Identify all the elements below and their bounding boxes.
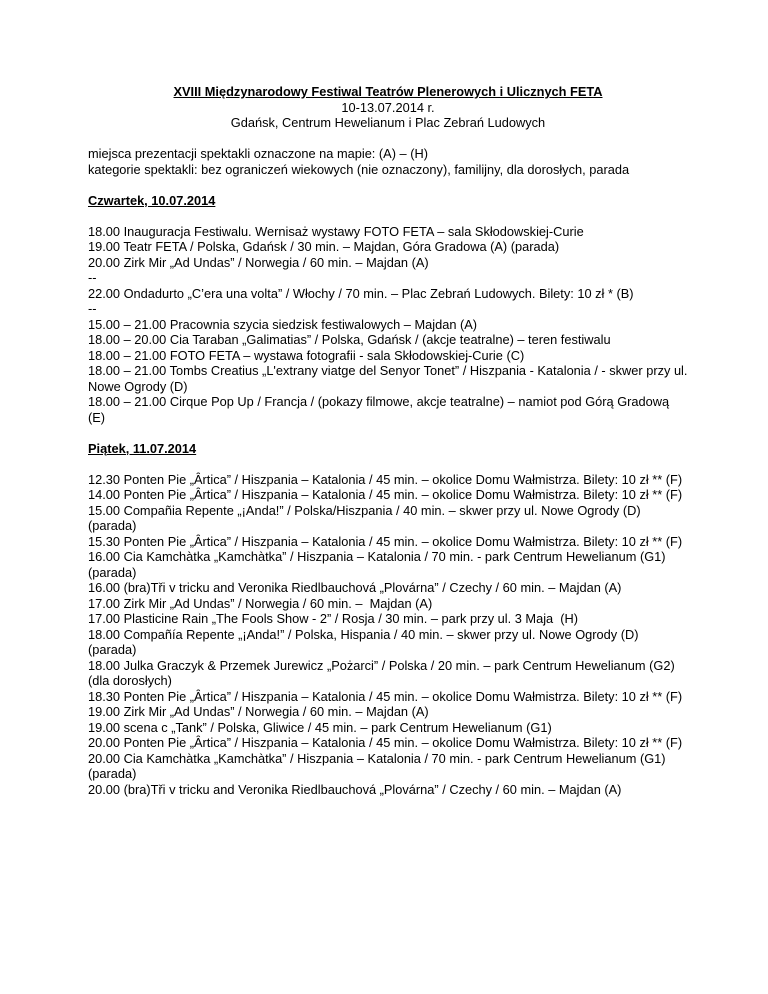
event-line: 20.00 Ponten Pie „Ȃrtica” / Hiszpania – Katalonia / 45 min. – okolice Domu Wałmistrza. Bilety: 10 zł ** (F)	[88, 735, 683, 750]
document-header	[88, 84, 688, 131]
event-line: 20.00 Zirk Mir „Ad Undas” / Norwegia / 60 min. – Majdan (A)	[88, 254, 429, 270]
event-line: 18.00 – 20.00 Cia Taraban „Galimatias” / Polska, Gdańsk / (akcje teatralne) – teren festiwalu	[88, 332, 611, 347]
event-line: 22.00 Ondadurto „C’era una volta” / Włochy / 70 min. – Plac Zebrań Ludowych. Bilety: 10 zł * (B)	[88, 285, 634, 301]
document-page	[88, 84, 692, 797]
day-events-thursday	[88, 223, 692, 426]
event-line: 16.00 (bra)Tři v tricku and Veronika Riedlbauchová „Plovárna” / Czechy / 60 min. – Majdan (A)	[88, 580, 622, 595]
event-line: 19.00 Teatr FETA / Polska, Gdańsk / 30 min. – Majdan, Góra Gradowa (A) (parada)	[88, 239, 560, 254]
day-events-friday	[88, 472, 688, 798]
festival-dates: 10-13.07.2014 r.	[341, 99, 435, 115]
event-line: 14.00 Ponten Pie „Ȃrtica” / Hiszpania – Katalonia / 45 min. – okolice Domu Wałmistrza. Bilety: 10 zł ** (F)	[88, 487, 683, 502]
event-line: 20.00 (bra)Tři v tricku and Veronika Riedlbauchová „Plovárna” / Czechy / 60 min. – Majdan (A)	[88, 781, 622, 797]
event-line: 19.00 scena c „Tank” / Polska, Gliwice / 45 min. – park Centrum Hewelianum (G1)	[88, 719, 552, 735]
event-line: 12.30 Ponten Pie „Ȃrtica” / Hiszpania – Katalonia / 45 min. – okolice Domu Wałmistrza. Bilety: 10 zł ** (F)	[88, 471, 683, 487]
event-line: 20.00 Cia Kamchàtka „Kamchàtka” / Hiszpania – Katalonia / 70 min. - park Centrum Hewelianum (G1) (parada)	[88, 750, 670, 781]
event-line: 17.00 Plasticine Rain „The Fools Show - 2” / Rosja / 30 min. – park przy ul. 3 Maja (H)	[88, 611, 579, 626]
separator-line: --	[88, 270, 97, 285]
event-line: 18.00 – 21.00 Tombs Creatius „L'extrany viatge del Senyor Tonet” / Hiszpania - Katalonia / - skwer przy ul. Nowe Ogrody (D)	[88, 363, 692, 394]
event-line: 15.00 Compañia Repente „¡Anda!” / Polska/Hiszpania / 40 min. – skwer przy ul. Nowe Ogrody (D) (parada)	[88, 502, 645, 533]
festival-title: XVIII Międzynarodowy Festiwal Teatrów Plenerowych i Ulicznych FETA	[173, 84, 603, 99]
event-line: 18.30 Ponten Pie „Ȃrtica” / Hiszpania – Katalonia / 45 min. – okolice Domu Wałmistrza. Bilety: 10 zł ** (F)	[88, 688, 683, 704]
day-heading-thursday: Czwartek, 10.07.2014	[88, 192, 216, 208]
intro-block	[88, 146, 688, 177]
event-line: 17.00 Zirk Mir „Ad Undas” / Norwegia / 60 min. – Majdan (A)	[88, 595, 433, 611]
separator-line: --	[88, 301, 97, 316]
intro-line: miejsca prezentacji spektakli oznaczone na mapie: (A) – (H)	[88, 146, 428, 161]
event-line: 15.00 – 21.00 Pracownia szycia siedzisk festiwalowych – Majdan (A)	[88, 316, 478, 332]
festival-place: Gdańsk, Centrum Hewelianum i Plac Zebrań Ludowych	[230, 115, 546, 130]
event-line: 15.30 Ponten Pie „Ȃrtica” / Hiszpania – Katalonia / 45 min. – okolice Domu Wałmistrza. Bilety: 10 zł ** (F)	[88, 533, 683, 549]
event-line: 18.00 Compañía Repente „¡Anda!” / Polska, Hispania / 40 min. – skwer przy ul. Nowe Ogrody (D) (parada)	[88, 626, 643, 657]
event-line: 18.00 – 21.00 FOTO FETA – wystawa fotografii - sala Skłodowskiej-Curie (C)	[88, 347, 525, 363]
event-line: 19.00 Zirk Mir „Ad Undas” / Norwegia / 60 min. – Majdan (A)	[88, 704, 429, 719]
intro-line: kategorie spektakli: bez ograniczeń wiekowych (nie oznaczony), familijny, dla dorosłych, parada	[88, 161, 630, 177]
day-heading-friday: Piątek, 11.07.2014	[88, 440, 197, 456]
event-line: 16.00 Cia Kamchàtka „Kamchàtka” / Hiszpania – Katalonia / 70 min. - park Centrum Hewelianum (G1) (parada)	[88, 549, 670, 580]
event-line: 18.00 – 21.00 Cirque Pop Up / Francja / (pokazy filmowe, akcje teatralne) – namiot pod Górą Gradową (E)	[88, 394, 673, 425]
event-line: 18.00 Julka Graczyk & Przemek Jurewicz „Pożarci” / Polska / 20 min. – park Centrum Hewelianum (G2) (dla dorosłych)	[88, 657, 679, 688]
event-line: 18.00 Inauguracja Festiwalu. Wernisaż wystawy FOTO FETA – sala Skłodowskiej-Curie	[88, 223, 584, 239]
